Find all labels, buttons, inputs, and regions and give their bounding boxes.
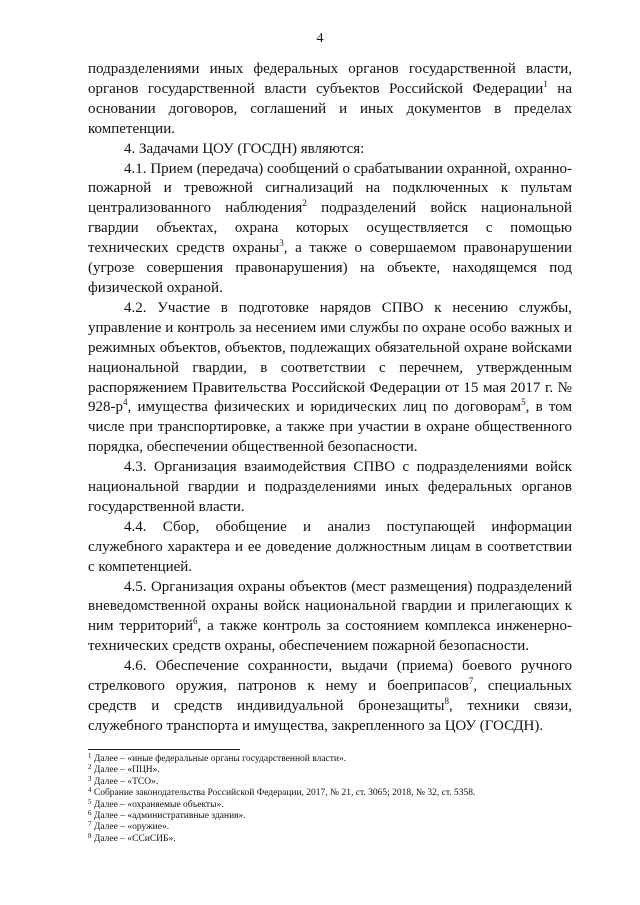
footnote: $^6$ Далее – «административные здания». xyxy=(88,809,246,822)
paragraph-intro: подразделениями иных федеральных органов государственной власти, органов государственной власти субъектов Российской Федерации$^1$ на основании договоров, соглашений и иных документов в пределах компетенции. xyxy=(88,61,572,137)
footnote-ref[interactable]: 4 xyxy=(123,397,128,408)
footnote: $^1$ Далее – «иные федеральные органы государственной власти». xyxy=(88,752,347,764)
paragraph-4-2: 4.2. Участие в подготовке нарядов СПВО к несению службы, управление и контроль за несением ими службы по охране особо важных и режимных объектов, объектов, подлежащих обязательной охране войсками национальной гвардии, в соответствии с перечнем, утвержденным распоряжением Правительства Российской Федерации от 15 мая 2017 г. № $928-р^4$, имущества физических и юридических лиц по договорам$^5$, в том числе при транспортировке, а также при участии в охране общественного порядка, обеспечении общественной безопасности. xyxy=(88,299,572,456)
footnote: $^7$ Далее – «оружие». xyxy=(88,820,170,833)
paragraph-4-3: 4.3. Организация взаимодействия СПВО с подразделениями войск национальной гвардии и подразделениями иных федеральных органов государственной власти. xyxy=(88,459,572,515)
footnote-ref[interactable]: 3 xyxy=(279,238,284,249)
footnote: $^4$ Собрание законодательства Российской Федерации, 2017, № 21, ст. 3065; 2018, № 32, ст. 5358. xyxy=(88,786,476,799)
footnote-ref[interactable]: 6 xyxy=(193,616,198,627)
body-text xyxy=(88,60,572,737)
footnote-divider xyxy=(88,749,240,750)
footnotes xyxy=(88,754,572,845)
paragraph-4: 4. Задачами ЦОУ (ГОСДН) являются: xyxy=(124,140,365,157)
paragraph-4-6: 4.6. Обеспечение сохранности, выдачи (приема) боевого ручного стрелкового оружия, патронов к нему и боеприпасов$^7$, специальных средств и средств индивидуальной бронезащиты$^8$, техники связи, служебного транспорта и имущества, закрепленного за ЦОУ (ГОСДН). xyxy=(88,658,573,734)
paragraph-4-4: 4.4. Сбор, обобщение и анализ поступающей информации служебного характера и ее доведение должностным лицам в соответствии с компетенцией. xyxy=(88,518,572,575)
paragraph-4-1: 4.1. Прием (передача) сообщений о срабатывании охранной, охранно-пожарной и тревожной сигнализаций на подключенных к пультам централизованного наблюдения$^2$ подразделений войск национальной гвардии объектах, охрана которых осуществляется с помощью технических средств охраны$^3$, а также о совершаемом правонарушении (угрозе совершения правонарушения) на объекте, находящемся под физической охраной. xyxy=(88,160,572,296)
page-number: 4 xyxy=(316,31,324,46)
footnote: $^8$ Далее – «ССиСИБ». xyxy=(88,831,176,844)
footnote: $^5$ Далее – «охраняемые объекты». xyxy=(88,797,224,810)
footnote: $^3$ Далее – «ТСО». xyxy=(88,774,159,787)
footnote-ref[interactable]: 7 xyxy=(468,676,474,687)
footnote: $^2$ Далее – «ПЦН». xyxy=(88,763,160,776)
footnote-ref[interactable]: 2 xyxy=(302,198,307,209)
paragraph-4-5: 4.5. Организация охраны объектов (мест размещения) подразделений вневедомственной охраны войск национальной гвардии и прилегающих к ним территорий$^6$, а также контроль за состоянием комплекса инженерно-технических средств охраны, обеспечением пожарной безопасности. xyxy=(88,578,572,655)
footnote-ref[interactable]: 8 xyxy=(444,696,449,706)
footnote-ref[interactable]: 1 xyxy=(543,78,548,89)
footnote-ref[interactable]: 5 xyxy=(521,397,526,408)
